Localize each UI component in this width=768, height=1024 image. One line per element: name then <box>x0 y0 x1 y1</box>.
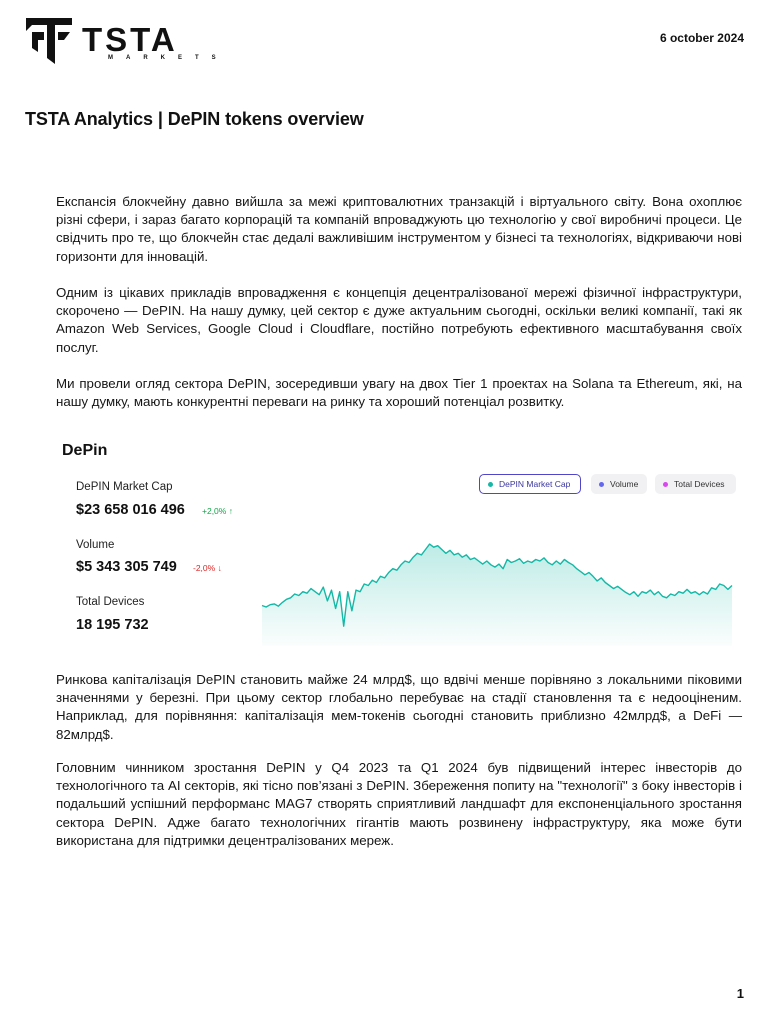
legend-label: DePIN Market Cap <box>499 479 571 489</box>
metric-change-volume: -2,0% ↓ <box>193 563 222 573</box>
legend-total-devices-toggle[interactable] <box>655 474 736 494</box>
legend-dot-icon <box>663 482 668 487</box>
legend-volume-toggle[interactable] <box>591 474 647 494</box>
chart-panel-title: DePin <box>62 442 108 459</box>
logo-mark-icon <box>24 12 234 68</box>
metric-value-total-devices: 18 195 732 <box>76 617 149 633</box>
logo-subtext: MARKETS <box>108 55 229 61</box>
legend-market-cap-toggle[interactable] <box>479 474 581 494</box>
paragraph: Ми провели огляд сектора DePIN, зосередивши увагу на двох Tier 1 проектах на Solana та Ethereum, які, на нашу думку, мають конкурентні переваги на ринку та хороший потенціал розвитку. <box>56 376 742 410</box>
paragraph: Експансія блокчейну давно вийшла за межі криптовалютних транзакцій і віртуального світу. Вона охоплює різні сфери, і зараз багато корпорацій та компаній впроваджують цю технологію у свої виробничі процеси. Це свідчить про те, що блокчейн стає дедалі важливішим інструментом у бізнесі та технологіях, відкриваючи нові горизонти для інновацій. <box>56 194 742 264</box>
legend-dot-icon <box>488 482 493 487</box>
logo-wordmark: TSTA <box>82 21 178 58</box>
paragraph: Ринкова капіталізація DePIN становить майже 24 млрд$, що вдвічі менше порівняно з локальними піковими значеннями у березні. При цьому сектор глобально перебуває на стадії становлення та є недооціненим. Наприклад, для порівняння: капіталізація мем-токенів сьогодні становить приблизно 42млрд$, а DeFi — 82млрд$. <box>56 672 742 742</box>
legend-label: Total Devices <box>674 479 725 489</box>
metric-value-volume: $5 343 305 749 <box>76 559 177 575</box>
report-date: 6 october 2024 <box>659 31 744 45</box>
metric-label-total-devices: Total Devices <box>76 596 145 608</box>
metric-value-market-cap: $23 658 016 496 <box>76 502 185 518</box>
page-title: TSTA Analytics | DePIN tokens overview <box>25 109 364 129</box>
page-number: 1 <box>736 986 744 1001</box>
paragraph: Одним із цікавих прикладів впровадження є концепція децентралізованої мережі фізичної інфраструктури, скорочено — DePIN. На нашу думку, цей сектор є дуже актуальним сьогодні, оскільки великі компанії, такі як Amazon Web Services, Google Cloud і Cloudflare, постійно потребують ефективного масштабування своїх послуг. <box>56 285 742 355</box>
metric-change-market-cap: +2,0% ↑ <box>202 506 233 516</box>
metric-label-market-cap: DePIN Market Cap <box>76 481 173 493</box>
legend-label: Volume <box>610 479 639 489</box>
metric-label-volume: Volume <box>76 539 115 551</box>
depin-chart-panel <box>56 432 746 652</box>
paragraph: Головним чинником зростання DePIN у Q4 2023 та Q1 2024 був підвищений інтерес інвесторів до технологічного та AI секторів, які тісно пов’язані з DePIN. Збереження попиту на "технології" з боку інвесторів і подальший успішний перформанс MAG7 створять сприятливий ландшафт для експоненціального зростання сектора DePIN. Адже багато технологічних гігантів мають розвинену інфраструктуру, яка може бути використана для підтримки децентралізованих мереж. <box>56 760 742 848</box>
legend-dot-icon <box>599 482 604 487</box>
market-cap-area-chart <box>256 530 736 646</box>
tsta-markets-logo <box>24 12 234 68</box>
